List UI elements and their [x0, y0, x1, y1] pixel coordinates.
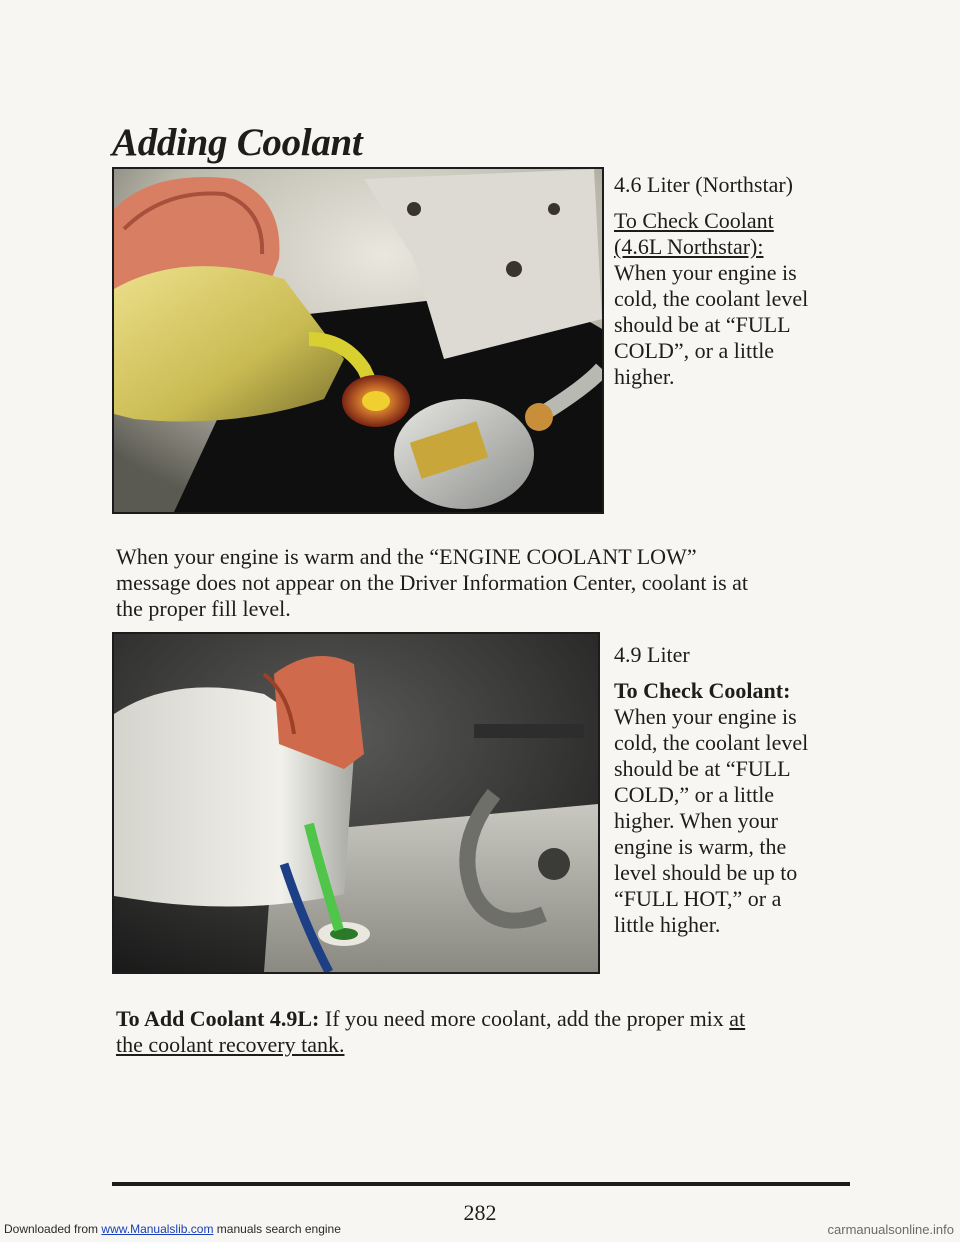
- text-line: should be at “FULL: [614, 312, 791, 337]
- add-coolant-text: If you need more coolant, add the proper mix: [319, 1006, 730, 1031]
- add-coolant-label: To Add Coolant 4.9L:: [116, 1006, 320, 1031]
- text-line: the proper fill level.: [116, 596, 291, 621]
- text-line: higher.: [614, 364, 675, 389]
- download-suffix: manuals search engine: [216, 1222, 341, 1236]
- check-coolant-label-4-6-sub: (4.6L Northstar):: [614, 234, 764, 259]
- manualslib-link[interactable]: www.Manualslib.com: [101, 1222, 214, 1236]
- text-line: higher. When your: [614, 808, 778, 833]
- add-coolant-underlined-2: the coolant recovery tank.: [116, 1032, 345, 1057]
- section-heading-4-9: 4.9 Liter: [614, 642, 690, 667]
- photo-pouring-coolant-northstar: [112, 167, 604, 514]
- section-4-9-liter: [614, 642, 944, 938]
- text-line: COLD,” or a little: [614, 782, 775, 807]
- section-4-6-liter: [614, 172, 944, 390]
- text-line: little higher.: [614, 912, 721, 937]
- text-line: cold, the coolant level: [614, 730, 809, 755]
- photo-pouring-coolant-4-9: [112, 632, 600, 974]
- engine-photo-illustration-2: [114, 634, 598, 972]
- page-title: Adding Coolant: [112, 121, 363, 164]
- warm-engine-paragraph: [116, 544, 916, 622]
- text-line: “FULL HOT,” or a: [614, 886, 782, 911]
- check-coolant-label-4-9: To Check Coolant:: [614, 678, 791, 703]
- add-coolant-paragraph: [116, 1006, 916, 1058]
- engine-photo-illustration-1: [114, 169, 602, 512]
- text-line: COLD”, or a little: [614, 338, 775, 363]
- watermark: carmanualsonline.info: [827, 1222, 954, 1237]
- footer-rule: [112, 1182, 850, 1186]
- section-heading-4-6: 4.6 Liter (Northstar): [614, 172, 793, 197]
- download-prefix: Downloaded from: [4, 1222, 99, 1236]
- text-line: engine is warm, the: [614, 834, 787, 859]
- text-line: cold, the coolant level: [614, 286, 809, 311]
- text-line: level should be up to: [614, 860, 798, 885]
- text-line: When your engine is: [614, 704, 797, 729]
- text-line: When your engine is: [614, 260, 797, 285]
- text-line: should be at “FULL: [614, 756, 791, 781]
- page-number: 282: [463, 1200, 497, 1225]
- add-coolant-underlined-1: at: [729, 1006, 746, 1031]
- check-coolant-label-4-6: To Check Coolant: [614, 208, 774, 233]
- text-line: When your engine is warm and the “ENGINE COOLANT LOW”: [116, 544, 697, 569]
- text-line: message does not appear on the Driver Information Center, coolant is at: [116, 570, 749, 595]
- add-coolant-line-1: [116, 1006, 916, 1032]
